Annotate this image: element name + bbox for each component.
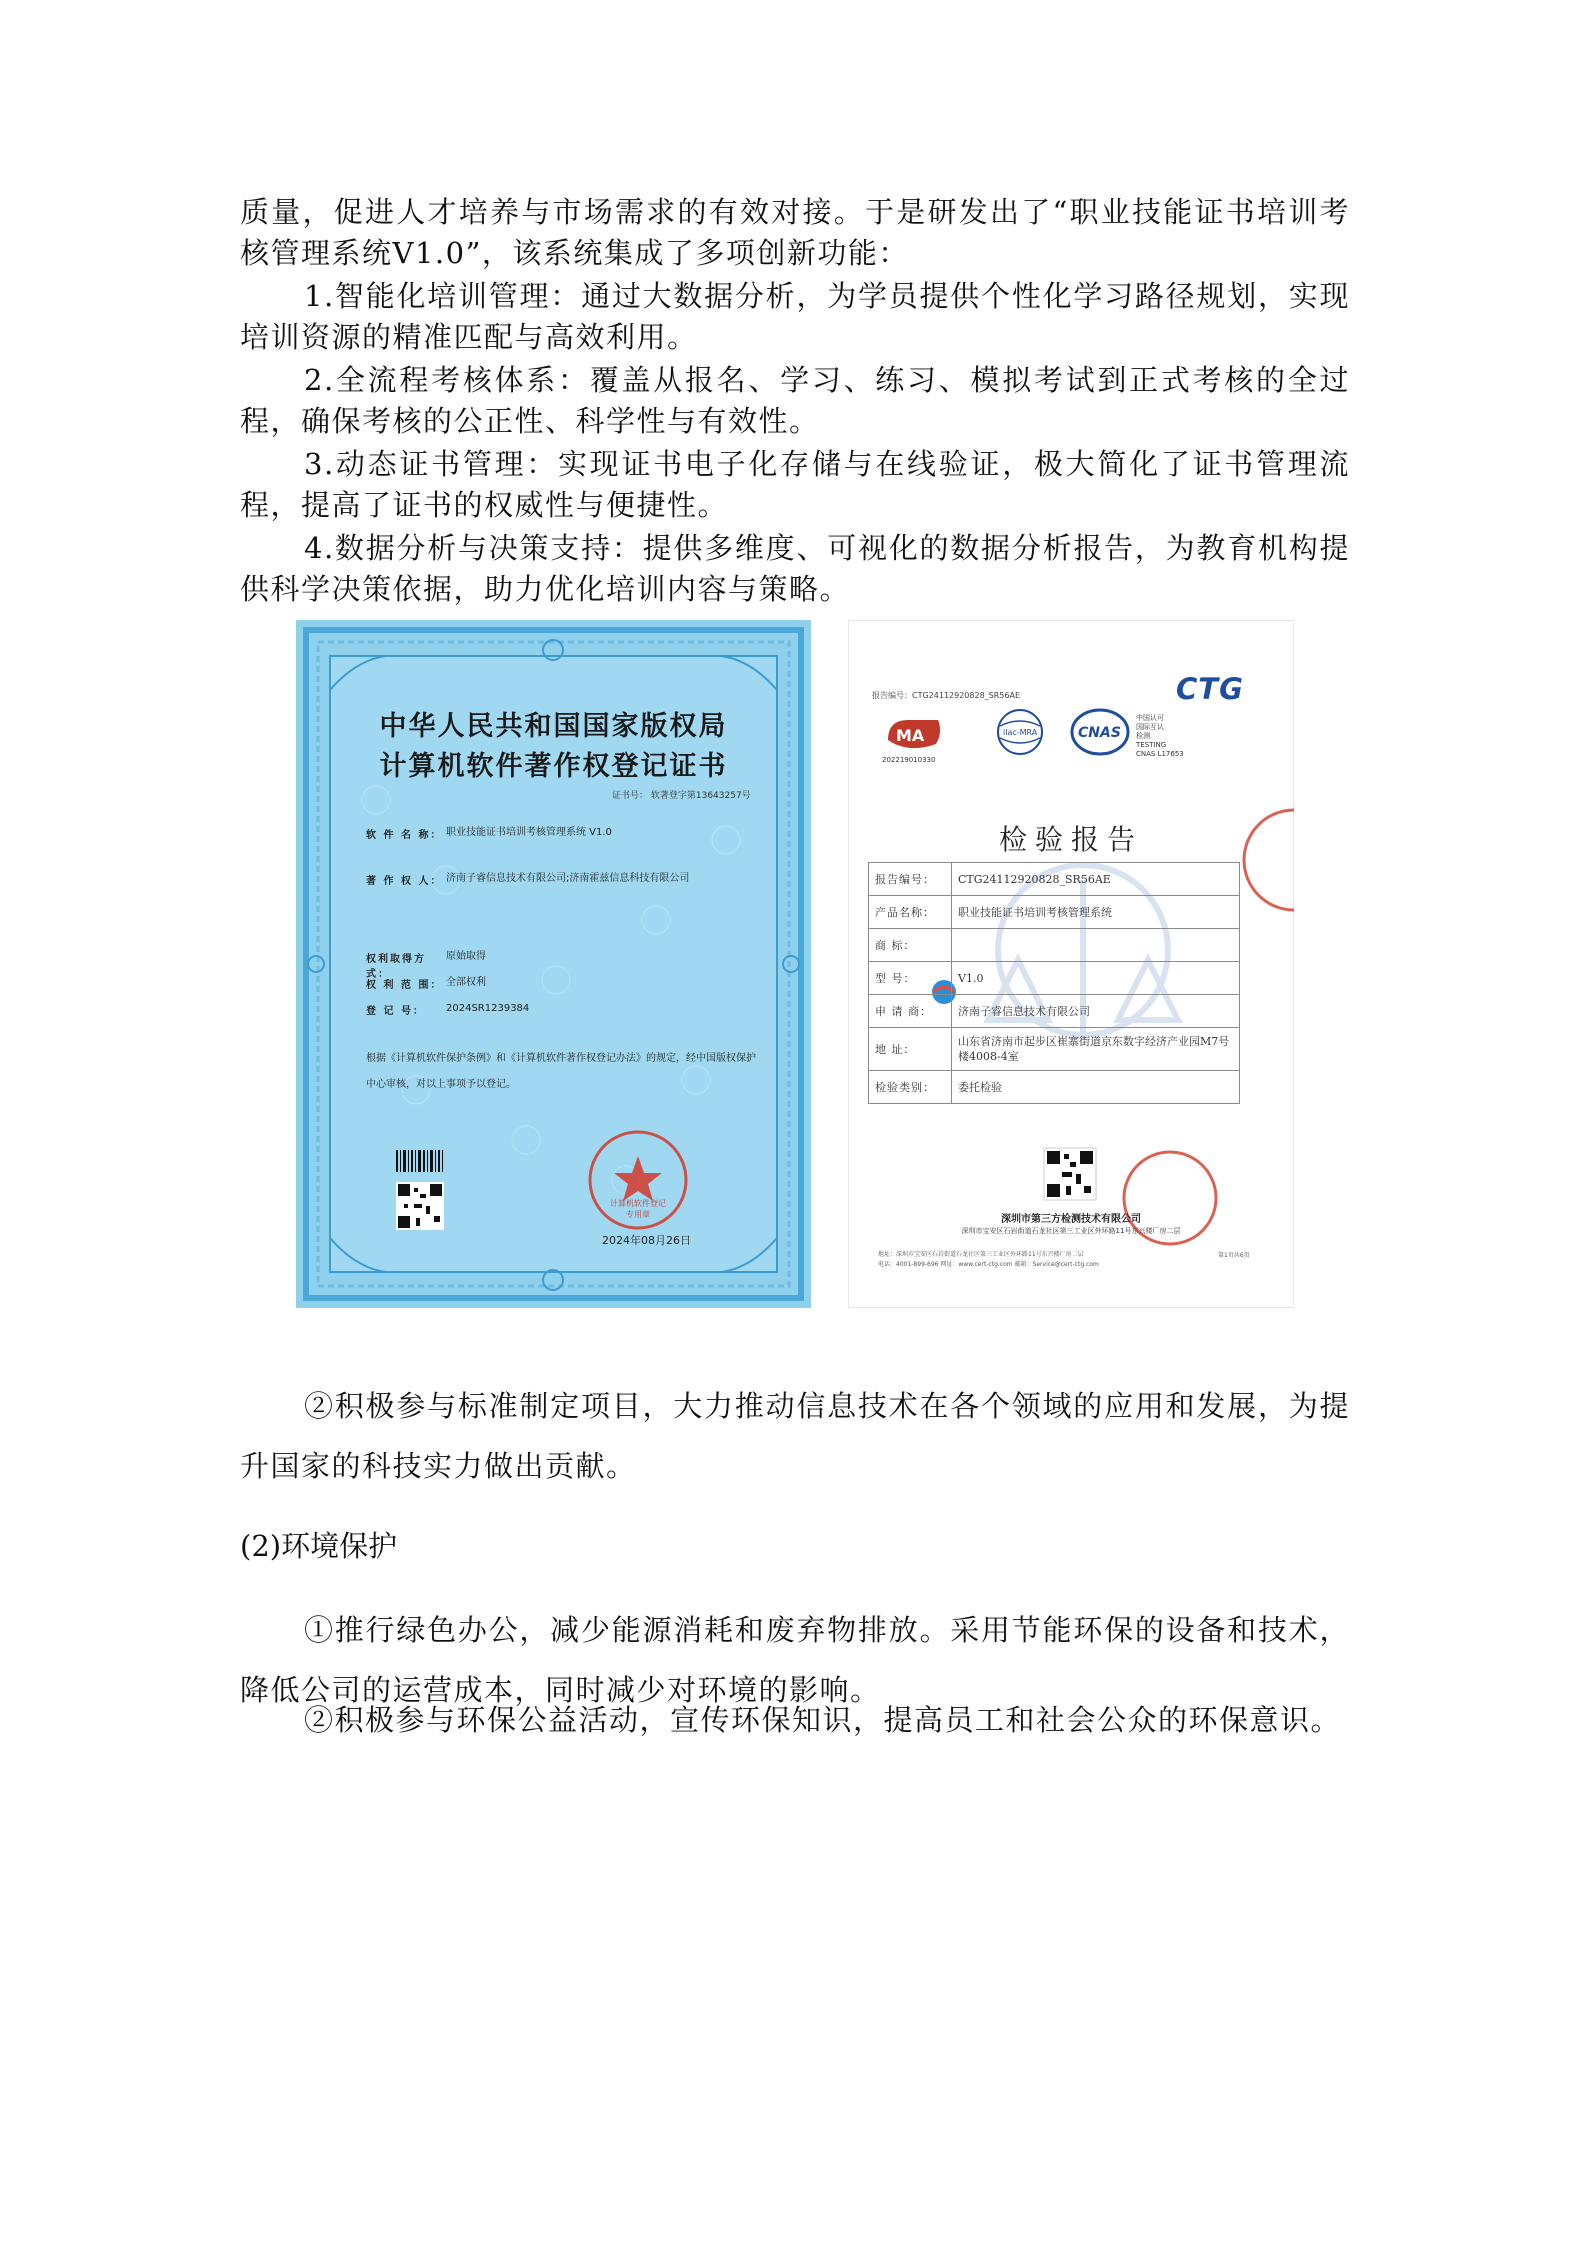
feature-item-1: 1.智能化培训管理：通过大数据分析，为学员提供个性化学习路径规划，实现培训资源的精准匹配与高效利用。 [240, 279, 1350, 354]
cnas-text-line: 中国认可 [1136, 714, 1164, 722]
certificate-seal-text: 计算机软件登记专用章 [610, 1199, 666, 1219]
report-company-name: 深圳市第三方检测技术有限公司 [1001, 1214, 1141, 1225]
cnas-text-block [1136, 714, 1184, 759]
report-page-number: 第1页共6页 [1218, 1252, 1250, 1259]
field-value: 2024SR1239384 [446, 1003, 530, 1014]
table-row [869, 863, 1240, 896]
table-row [869, 1028, 1240, 1071]
row-label: 检验类别： [869, 1071, 952, 1104]
standards-paragraph: ②积极参与标准制定项目，大力推动信息技术在各个领域的应用和发展，为提升国家的科技实力做出贡献。 [240, 1389, 1350, 1483]
environment-paragraph-1: ①推行绿色办公，减少能源消耗和废弃物排放。采用节能环保的设备和技术，降低公司的运营成本，同时减少对环境的影响。 [240, 1613, 1350, 1707]
field-label: 权 利 范 围： [366, 980, 443, 991]
svg-text:ilac-MRA: ilac-MRA [1003, 728, 1038, 737]
table-row [869, 896, 1240, 929]
row-value: V1.0 [952, 962, 1240, 995]
certificate-title-line2: 计算机软件著作权登记证书 [379, 751, 728, 782]
cnas-text-line: TESTING [1136, 741, 1167, 749]
intro-paragraph: 质量，促进人才培养与市场需求的有效对接。于是研发出了“职业技能证书培训考核管理系统V1.0”，该系统集成了多项创新功能： [240, 195, 1350, 270]
cma-number: 202219010330 [882, 756, 936, 764]
report-footer-line: 地址：深圳市宝安区石岩街道石龙社区第三工业区外环路11号东兴楼厂房二层 [878, 1251, 1084, 1258]
row-value: CTG24112920828_SR56AE [952, 863, 1240, 896]
row-label: 报告编号： [869, 863, 952, 896]
row-value: 委托检验 [952, 1071, 1240, 1104]
certificate-note: 根据《计算机软件保护条例》和《计算机软件著作权登记办法》的规定，经中国版权保护中心审核，对以上事项予以登记。 [366, 1053, 756, 1090]
certificate-date: 2024年08月26日 [602, 1234, 691, 1247]
certificate-barcode [396, 1150, 443, 1172]
section-heading-environment: (2)环境保护 [240, 1529, 398, 1563]
field-value: 职业技能证书培训考核管理系统 V1.0 [446, 827, 612, 838]
certificate-title-line1: 中华人民共和国国家版权局 [379, 711, 728, 742]
field-value: 全部权利 [446, 977, 486, 988]
row-value [952, 929, 1240, 962]
table-row [869, 995, 1240, 1028]
report-footer-line: 电话：4001-899-696 网址：www.cert-ctg.com 邮箱：Service@cert-ctg.com [878, 1261, 1099, 1268]
table-row [869, 962, 1240, 995]
row-label: 申 请 商： [869, 995, 952, 1028]
environment-paragraph-2: ②积极参与环保公益活动，宣传环保知识，提高员工和社会公众的环保意识。 [304, 1703, 1342, 1737]
feature-item-2: 2.全流程考核体系：覆盖从报名、学习、练习、模拟考试到正式考核的全过程，确保考核的公正性、科学性与有效性。 [240, 363, 1350, 438]
row-label: 型 号： [869, 962, 952, 995]
row-label: 商 标： [869, 929, 952, 962]
row-label: 产品名称： [869, 896, 952, 929]
row-value: 山东省济南市起步区崔寨街道京东数字经济产业园M7号楼4008-4室 [952, 1028, 1240, 1071]
feature-item-4: 4.数据分析与决策支持：提供多维度、可视化的数据分析报告，为教育机构提供科学决策依据，助力优化培训内容与策略。 [240, 531, 1350, 606]
field-label: 权利取得方式： [366, 954, 426, 980]
field-label: 著 作 权 人： [366, 876, 443, 887]
report-info-table [868, 862, 1240, 1104]
certificate-number: 证书号： 软著登字第13643257号 [612, 791, 751, 801]
certificate-row-software-name [366, 826, 766, 841]
field-label: 登 记 号： [366, 1006, 425, 1017]
svg-text:CNAS: CNAS [1078, 725, 1121, 741]
field-label: 软 件 名 称： [366, 830, 443, 841]
certificate-row-copyright-owner [366, 872, 766, 887]
field-value: 济南子睿信息技术有限公司;济南霍兹信息科技有限公司 [446, 873, 690, 884]
certificate-qr-code [396, 1182, 444, 1230]
table-row [869, 1071, 1240, 1104]
ilac-mra-logo-icon [998, 710, 1042, 754]
report-number-top: 报告编号：CTG24112920828_SR56AE [872, 691, 1021, 700]
ctg-logo: CTG [1176, 672, 1244, 706]
feature-item-3: 3.动态证书管理：实现证书电子化存储与在线验证，极大简化了证书管理流程，提高了证书的权威性与便捷性。 [240, 447, 1350, 522]
cnas-text-line: 检测 [1136, 732, 1150, 740]
report-company-address: 深圳市宝安区石岩街道石龙社区第三工业区外环路11号东兴楼厂房二层 [961, 1227, 1181, 1235]
certificate-row-reg-number [366, 1002, 766, 1017]
field-value: 原始取得 [446, 951, 486, 962]
certificate-row-rights-scope [366, 976, 766, 991]
cnas-text-line: CNAS L17653 [1136, 750, 1184, 758]
cnas-text-line: 国际互认 [1136, 723, 1164, 731]
report-qr-code [1044, 1148, 1096, 1200]
test-report-image [848, 620, 1294, 1308]
table-row [869, 929, 1240, 962]
row-value: 职业技能证书培训考核管理系统 [952, 896, 1240, 929]
report-title: 检验报告 [998, 823, 1143, 856]
row-value: 济南子睿信息技术有限公司 [952, 995, 1240, 1028]
copyright-certificate-image [296, 620, 811, 1308]
cnas-logo-icon [1072, 710, 1128, 754]
row-label: 地 址： [869, 1028, 952, 1071]
svg-text:MA: MA [896, 726, 925, 745]
cma-logo-icon [888, 720, 940, 748]
